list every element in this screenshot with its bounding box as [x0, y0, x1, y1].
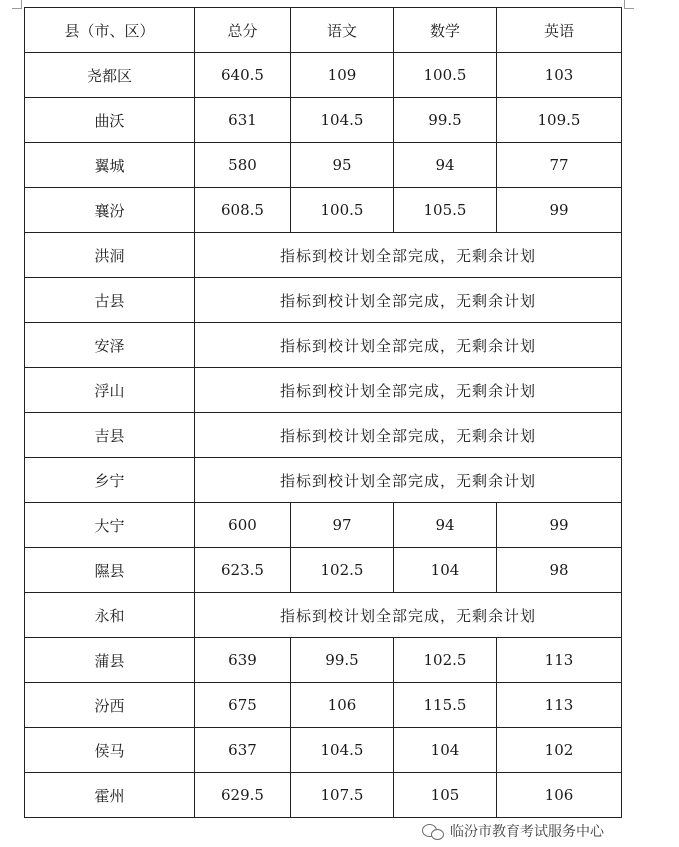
cell-chinese: 102.5	[291, 548, 394, 593]
table-row	[25, 503, 622, 548]
cell-math: 102.5	[394, 638, 497, 683]
cell-chinese: 106	[291, 683, 394, 728]
cell-english: 99	[497, 188, 622, 233]
table-row	[25, 593, 622, 638]
cell-math: 105	[394, 773, 497, 818]
table-row	[25, 278, 622, 323]
cell-math: 104	[394, 728, 497, 773]
table-header-row	[25, 8, 622, 53]
cell-chinese: 97	[291, 503, 394, 548]
cell-county: 乡宁	[25, 458, 195, 503]
header-chinese: 语文	[291, 8, 394, 53]
crop-mark-top-right	[624, 0, 634, 9]
cell-county: 洪洞	[25, 233, 195, 278]
cell-english: 106	[497, 773, 622, 818]
cell-math: 115.5	[394, 683, 497, 728]
table-row	[25, 233, 622, 278]
cell-math: 94	[394, 143, 497, 188]
cell-chinese: 95	[291, 143, 394, 188]
cell-math: 100.5	[394, 53, 497, 98]
cell-english: 99	[497, 503, 622, 548]
table-row	[25, 773, 622, 818]
cell-county: 曲沃	[25, 98, 195, 143]
cell-county: 蒲县	[25, 638, 195, 683]
cell-english: 113	[497, 683, 622, 728]
score-table	[24, 7, 622, 818]
cell-county: 侯马	[25, 728, 195, 773]
cell-chinese: 104.5	[291, 728, 394, 773]
cell-total: 637	[195, 728, 291, 773]
header-math: 数学	[394, 8, 497, 53]
cell-county: 安泽	[25, 323, 195, 368]
cell-english: 102	[497, 728, 622, 773]
cell-total: 608.5	[195, 188, 291, 233]
header-total: 总分	[195, 8, 291, 53]
header-english: 英语	[497, 8, 622, 53]
cell-total: 580	[195, 143, 291, 188]
cell-total: 600	[195, 503, 291, 548]
cell-note: 指标到校计划全部完成，无剩余计划	[195, 458, 622, 503]
cell-county: 浮山	[25, 368, 195, 413]
cell-county: 大宁	[25, 503, 195, 548]
table-row	[25, 638, 622, 683]
watermark-text: 临汾市教育考试服务中心	[450, 824, 604, 840]
cell-chinese: 107.5	[291, 773, 394, 818]
cell-county: 永和	[25, 593, 195, 638]
table-row	[25, 323, 622, 368]
cell-math: 94	[394, 503, 497, 548]
table-row	[25, 548, 622, 593]
cell-chinese: 104.5	[291, 98, 394, 143]
cell-county: 尧都区	[25, 53, 195, 98]
cell-note: 指标到校计划全部完成，无剩余计划	[195, 593, 622, 638]
cell-english: 77	[497, 143, 622, 188]
crop-mark-top-left	[12, 0, 22, 9]
table-row	[25, 728, 622, 773]
cell-chinese: 99.5	[291, 638, 394, 683]
cell-english: 103	[497, 53, 622, 98]
table-row	[25, 683, 622, 728]
cell-math: 105.5	[394, 188, 497, 233]
table-row	[25, 413, 622, 458]
cell-note: 指标到校计划全部完成，无剩余计划	[195, 278, 622, 323]
cell-county: 襄汾	[25, 188, 195, 233]
cell-county: 古县	[25, 278, 195, 323]
cell-total: 623.5	[195, 548, 291, 593]
cell-total: 639	[195, 638, 291, 683]
cell-english: 113	[497, 638, 622, 683]
cell-english: 98	[497, 548, 622, 593]
cell-total: 675	[195, 683, 291, 728]
cell-note: 指标到校计划全部完成，无剩余计划	[195, 233, 622, 278]
table-row	[25, 53, 622, 98]
cell-note: 指标到校计划全部完成，无剩余计划	[195, 323, 622, 368]
cell-math: 104	[394, 548, 497, 593]
table-row	[25, 368, 622, 413]
cell-county: 隰县	[25, 548, 195, 593]
header-county: 县（市、区）	[25, 8, 195, 53]
watermark	[422, 821, 604, 841]
cell-total: 640.5	[195, 53, 291, 98]
cell-math: 99.5	[394, 98, 497, 143]
table-row	[25, 458, 622, 503]
cell-chinese: 109	[291, 53, 394, 98]
cell-county: 霍州	[25, 773, 195, 818]
wechat-icon	[422, 823, 444, 839]
cell-total: 631	[195, 98, 291, 143]
cell-english: 109.5	[497, 98, 622, 143]
cell-note: 指标到校计划全部完成，无剩余计划	[195, 368, 622, 413]
table-row	[25, 188, 622, 233]
cell-note: 指标到校计划全部完成，无剩余计划	[195, 413, 622, 458]
table-row	[25, 143, 622, 188]
cell-total: 629.5	[195, 773, 291, 818]
cell-county: 翼城	[25, 143, 195, 188]
cell-county: 汾西	[25, 683, 195, 728]
cell-county: 吉县	[25, 413, 195, 458]
table-body	[25, 53, 622, 818]
table-row	[25, 98, 622, 143]
cell-chinese: 100.5	[291, 188, 394, 233]
